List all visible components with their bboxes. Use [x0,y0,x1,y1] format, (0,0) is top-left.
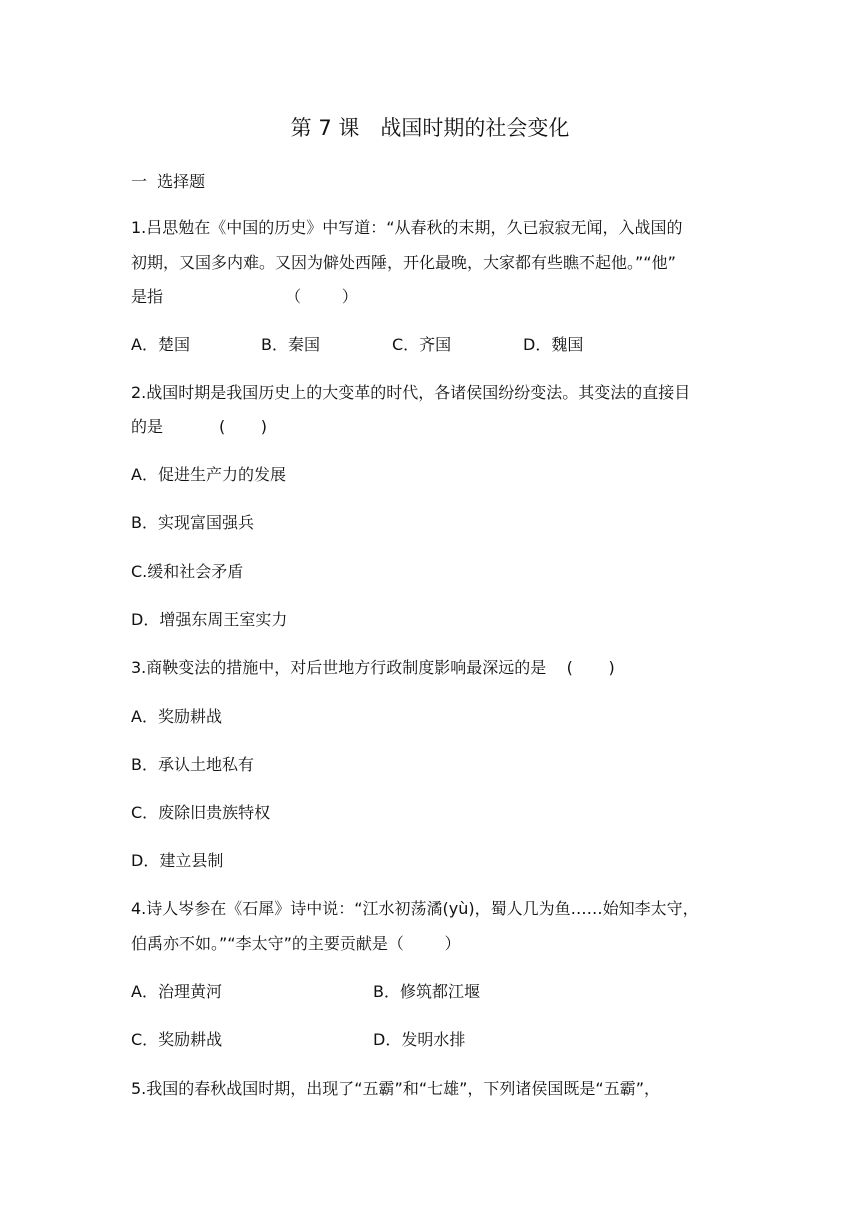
q2-line-1: 2.战国时期是我国历史上的大变革的时代，各诸侯国纷纷变法。其变法的直接目 [131,383,691,402]
q1-option-d: D．魏国 [523,335,584,354]
q2-option-b: B．实现富国强兵 [131,513,254,532]
q2-option-d: D．增强东周王室实力 [131,610,288,629]
q1-option-c: C．齐国 [392,335,452,354]
q4-option-a: A．治理黄河 [131,982,222,1001]
q5-line-1: 5.我国的春秋战国时期，出现了“五霸”和“七雄”，下列诸侯国既是“五霸”， [131,1079,661,1098]
q1-line-2: 初期，又国多内难。又因为僻处西陲，开化最晚，大家都有些瞧不起他。”“他” [131,253,676,272]
q4-option-c: C．奖励耕战 [131,1030,223,1049]
q2-option-c: C.缓和社会矛盾 [131,562,244,581]
section-heading: 一 选择题 [131,172,206,191]
q3-option-c: C．废除旧贵族特权 [131,803,271,822]
q4-option-b: B．修筑都江堰 [373,982,480,1001]
page-title: 第 7 课 战国时期的社会变化 [290,116,570,140]
q4-line-1: 4.诗人岑参在《石犀》诗中说：“江水初荡潏(yù)，蜀人几为鱼……始知李太守， [131,899,699,918]
q2-line-2: 的是 ( ) [131,417,268,436]
q1-line-3: 是指 （ ） [131,287,358,306]
q3-option-d: D．建立县制 [131,851,224,870]
q3-option-b: B．承认土地私有 [131,755,254,774]
q3-line-1: 3.商鞅变法的措施中，对后世地方行政制度影响最深远的是 ( ) [131,658,615,677]
q4-line-2: 伯禹亦不如。”“李太守”的主要贡献是（ ） [131,934,461,953]
q1-line-1: 1.吕思勉在《中国的历史》中写道：“从春秋的末期，久已寂寂无闻，入战国的 [131,218,683,237]
q1-option-a: A．楚国 [131,335,190,354]
q3-option-a: A．奖励耕战 [131,707,222,726]
q2-option-a: A．促进生产力的发展 [131,465,286,484]
q4-option-d: D．发明水排 [373,1030,466,1049]
q1-option-b: B．秦国 [261,335,320,354]
